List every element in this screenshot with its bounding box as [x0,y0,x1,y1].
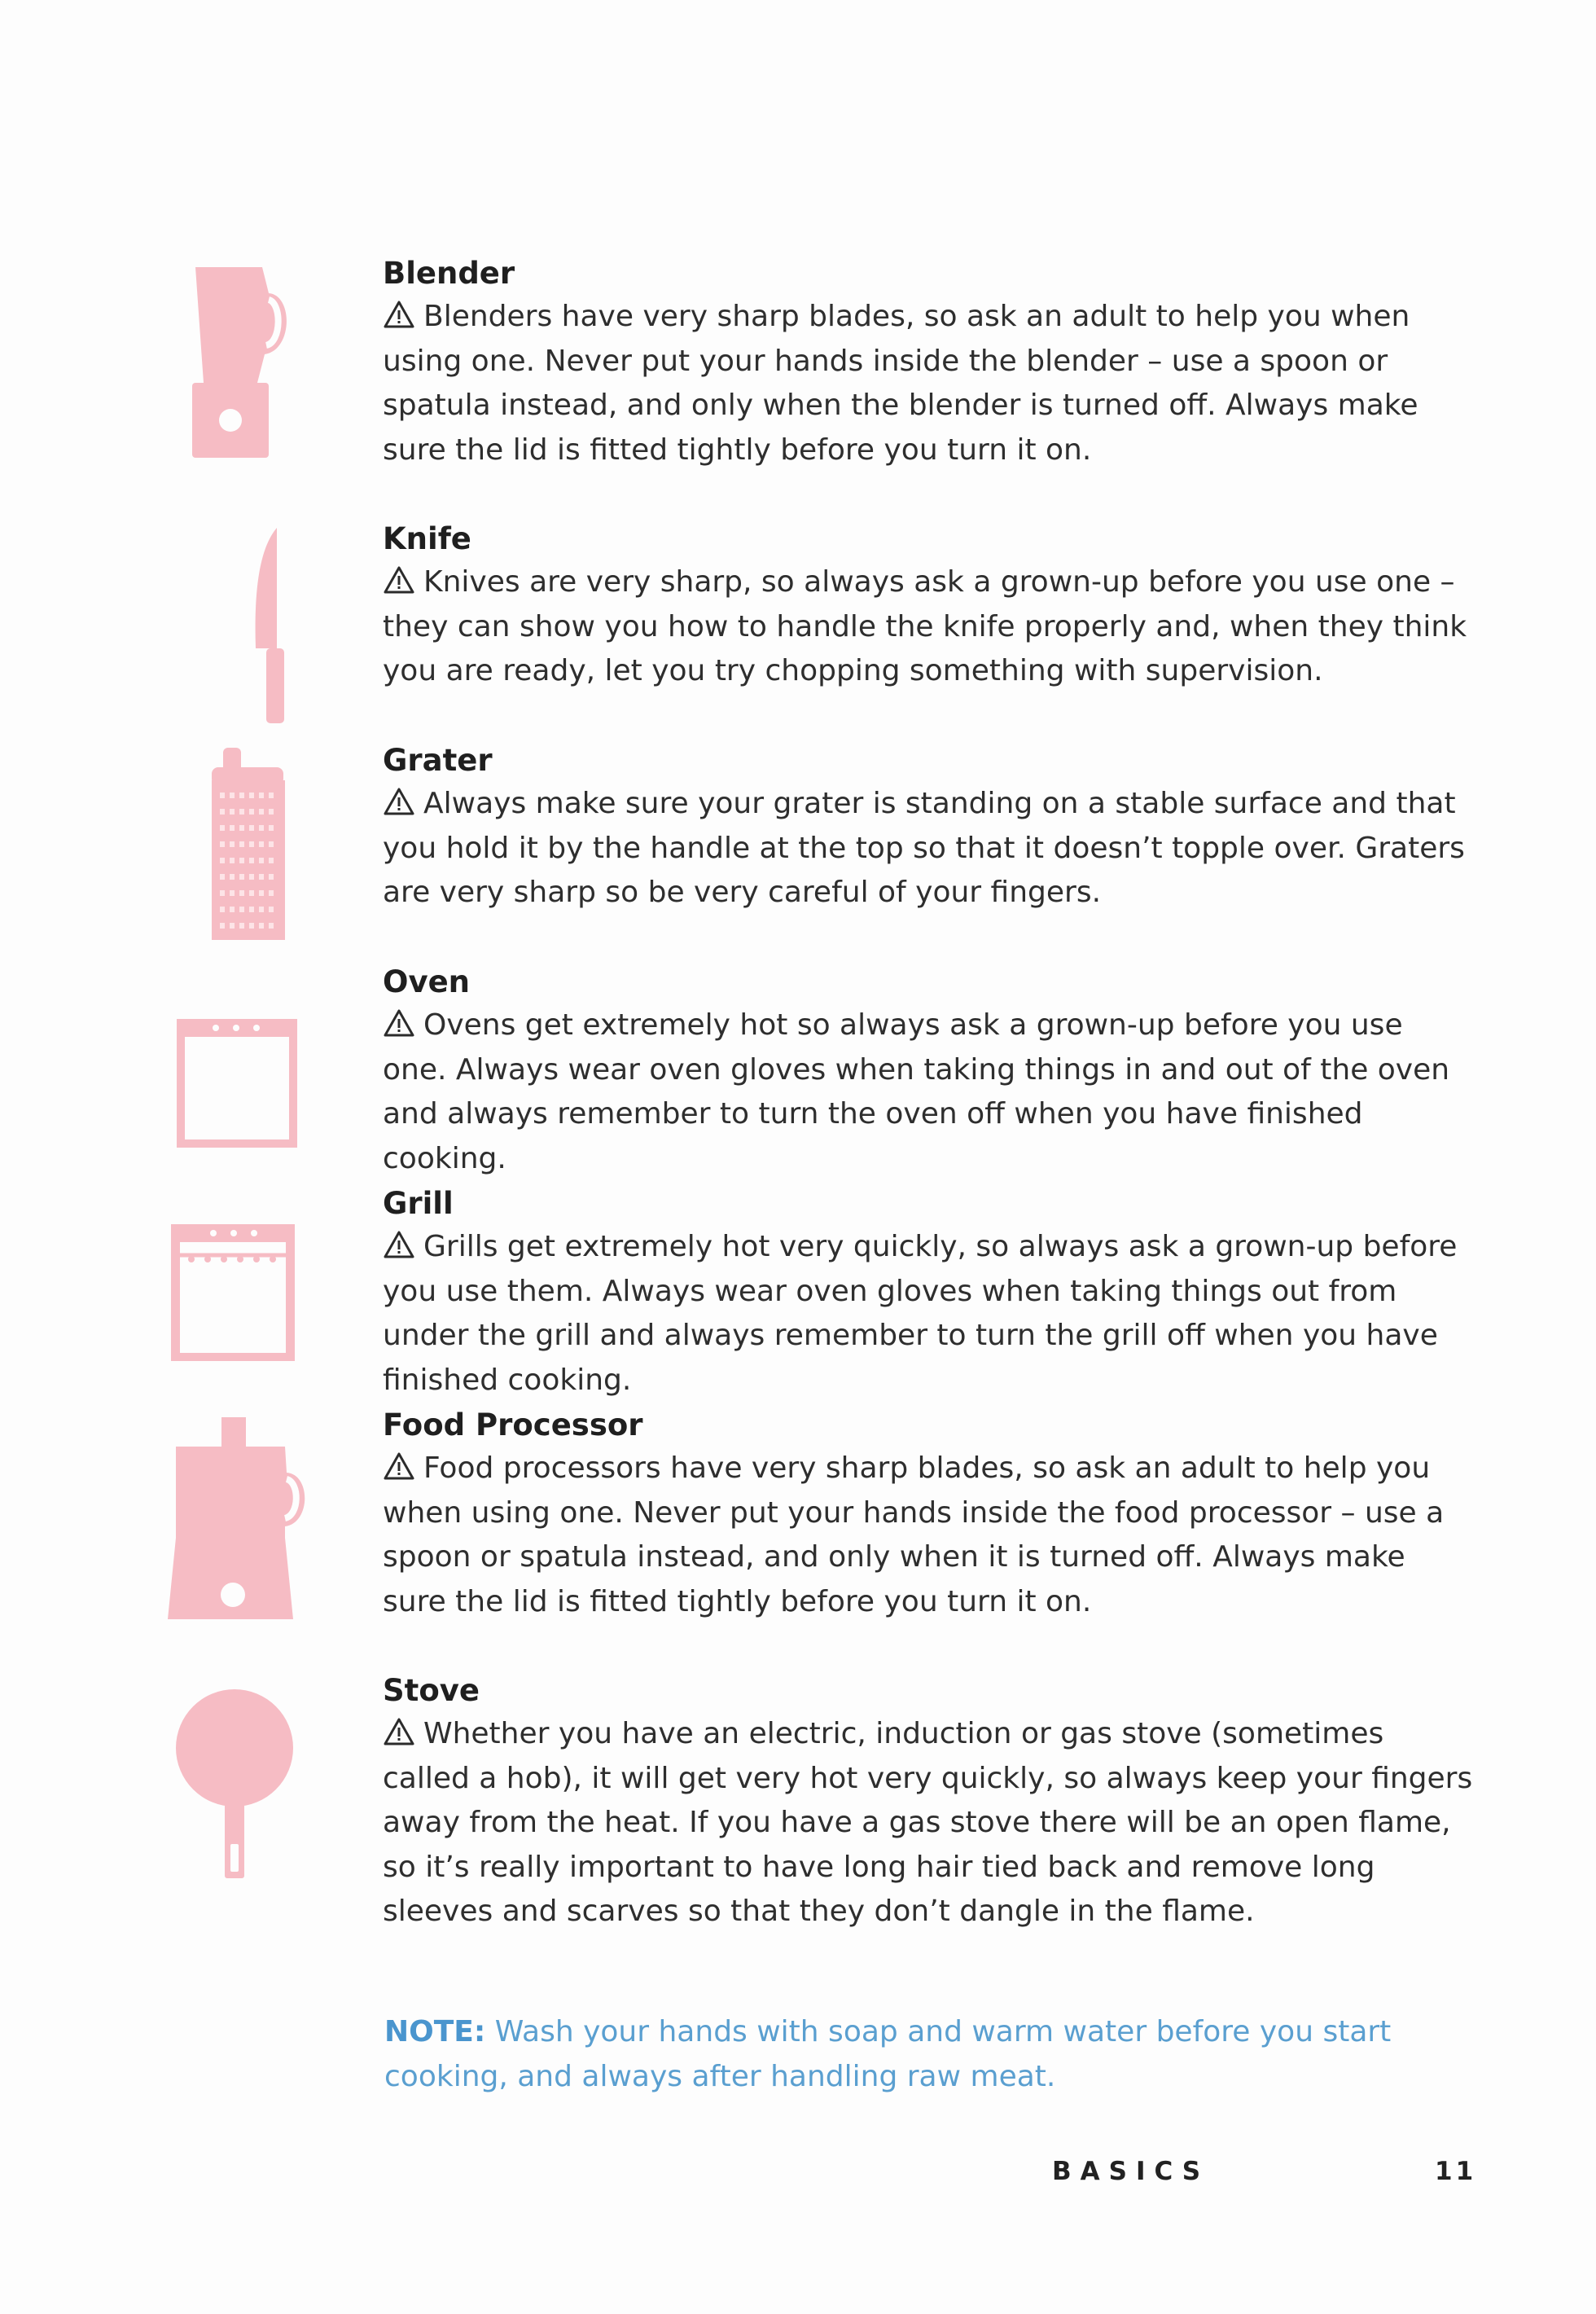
oven-icon [155,987,309,1191]
hygiene-note [384,2010,1443,2099]
section-body [383,1447,1474,1624]
warning-triangle-icon [383,1230,415,1259]
section-heading: Knife [383,521,471,556]
section-text [383,740,1474,916]
section-body [383,560,1474,694]
section-text [383,518,1474,694]
grater-icon [155,748,309,951]
section-text [383,961,1474,1181]
section-body [383,1003,1474,1181]
blender-icon [155,261,309,464]
food-processor-icon [155,1416,309,1619]
warning-triangle-icon [383,300,415,329]
section-body [383,782,1474,916]
warning-triangle-icon [383,1451,415,1481]
note-label: NOTE: [384,2015,486,2048]
section-text [383,1670,1474,1934]
warning-triangle-icon [383,1717,415,1746]
section-heading: Oven [383,964,471,999]
section-text [383,252,1474,472]
section-heading: Food Processor [383,1407,643,1442]
warning-triangle-icon [383,565,415,595]
section-body-text: Knives are very sharp, so always ask a grown-up before you use one – they can show you how to handle the knife properly and, when they think you are ready, let you try chopping something with supervision. [383,565,1467,687]
section-body-text: Food processors have very sharp blades, so ask an adult to help you when using one. Never put your hands inside the food processor – use a spoon or spatula instead, and only when it is turned off. Always make sure the lid is fitted tightly before you turn it on. [383,1451,1445,1618]
section-text [383,1404,1474,1624]
section-heading: Grater [383,743,493,778]
section-body [383,1712,1474,1934]
section-heading: Grill [383,1186,454,1221]
section-body-text: Ovens get extremely hot so always ask a grown-up before you use one. Always wear oven gloves when taking things in and out of the oven and always remember to turn the oven off when you have finished cooking. [383,1008,1450,1175]
section-body-text: Grills get extremely hot very quickly, so always ask a grown-up before you use them. Always wear oven gloves when taking things out from under the grill and always remember to turn the grill off when you have finished cooking. [383,1230,1458,1397]
warning-triangle-icon [383,1008,415,1038]
section-body [383,295,1474,472]
grill-icon [155,1192,309,1396]
frying-pan-icon [155,1681,309,1885]
footer-section-label: BASICS [1052,2157,1210,2186]
section-body [383,1225,1474,1403]
warning-triangle-icon [383,787,415,816]
section-body-text: Whether you have an electric, induction or gas stove (sometimes called a hob), it will get very hot very quickly, so always keep your fingers away from the heat. If you have a gas stove there will be an open flame, so it’s really important to have long hair tied back and remove long sleeves and scarves so that they don’t dangle in the flame. [383,1717,1473,1928]
section-text [383,1183,1474,1403]
knife-icon [155,526,309,730]
section-body-text: Blenders have very sharp blades, so ask an adult to help you when using one. Never put your hands inside the blender – use a spoon or spatula instead, and only when the blender is turned off. Always make sure the lid is fitted tightly before you turn it on. [383,300,1418,467]
section-body-text: Always make sure your grater is standing on a stable surface and that you hold it by the handle at the top so that it doesn’t topple over. Graters are very sharp so be very careful of your fingers. [383,787,1465,909]
section-heading: Stove [383,1673,480,1708]
note-text: Wash your hands with soap and warm water before you start cooking, and always after handling raw meat. [384,2015,1392,2093]
page-number: 11 [1435,2157,1477,2186]
section-heading: Blender [383,256,515,291]
